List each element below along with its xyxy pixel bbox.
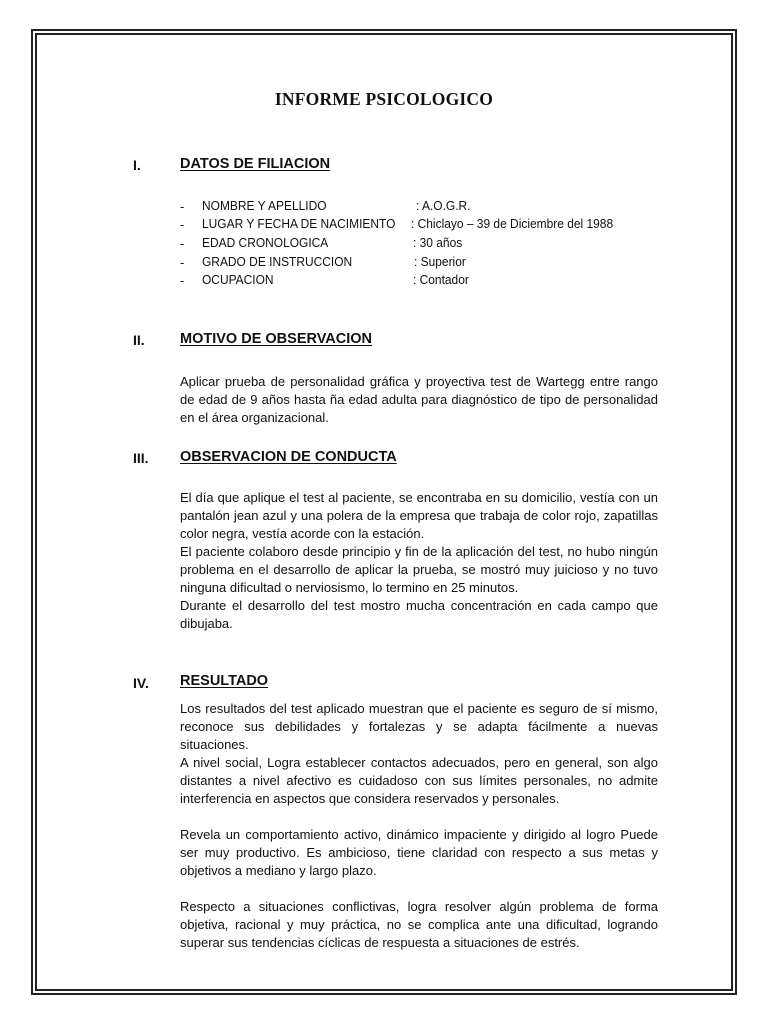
list-dash: - bbox=[180, 273, 185, 288]
field-label-lugar-fecha: LUGAR Y FECHA DE NACIMIENTO bbox=[202, 216, 396, 231]
field-value-ocupacion: : Contador bbox=[413, 272, 469, 287]
field-value-edad: : 30 años bbox=[413, 235, 463, 250]
paragraph-gap bbox=[180, 880, 658, 898]
section-heading-motivo: MOTIVO DE OBSERVACION bbox=[180, 331, 373, 347]
paragraph: Respecto a situaciones conflictivas, logra resolver algún problema de forma objetiva, racional y muy práctica, no se complica ante una dificultad, logrando superar sus tendencias cíclicas de respuesta a situaciones de estrés. bbox=[180, 899, 658, 950]
list-dash: - bbox=[180, 236, 185, 251]
field-value-grado: : Superior bbox=[414, 254, 466, 269]
section-heading-datos-filiacion: DATOS DE FILIACION bbox=[180, 156, 331, 172]
section-number: IV. bbox=[133, 675, 149, 691]
section-number: I. bbox=[133, 157, 141, 173]
field-value-lugar-fecha: : Chiclayo – 39 de Diciembre del 1988 bbox=[411, 216, 614, 231]
field-label-ocupacion: OCUPACION bbox=[202, 272, 274, 287]
field-label-grado: GRADO DE INSTRUCCION bbox=[202, 254, 353, 269]
paragraph: El día que aplique el test al paciente, se encontraba en su domicilio, vestía con un pantalón jean azul y una polera de la empresa que trabaja de color rojo, zapatillas color negra, vestía acorde con la estación. bbox=[180, 490, 658, 541]
field-value-nombre: : A.O.G.R. bbox=[416, 198, 471, 213]
document-title: INFORME PSICOLOGICO bbox=[274, 89, 494, 109]
list-dash: - bbox=[180, 217, 185, 232]
section-heading-resultado: RESULTADO bbox=[180, 673, 269, 689]
list-dash: - bbox=[180, 199, 185, 214]
section-number: II. bbox=[133, 332, 145, 348]
motivo-paragraph bbox=[180, 373, 658, 427]
paragraph: El paciente colaboro desde principio y fin de la aplicación del test, no hubo ningún problema en el desarrollo de aplicar la prueba, se mostró muy juicioso y no tuvo ninguna dificultad o nerviosismo, lo termino en 25 minutos. bbox=[180, 544, 658, 595]
list-dash: - bbox=[180, 255, 185, 270]
paragraph: Los resultados del test aplicado muestran que el paciente es seguro de sí mismo, reconoce sus debilidades y fortalezas y se adapta fácilmente a nuevas situaciones. bbox=[180, 701, 658, 752]
paragraph: Durante el desarrollo del test mostro mucha concentración en cada campo que dibujaba. bbox=[180, 598, 658, 631]
field-label-nombre: NOMBRE Y APELLIDO bbox=[202, 198, 327, 213]
paragraph: Aplicar prueba de personalidad gráfica y proyectiva test de Wartegg entre rango de edad de 9 años hasta ña edad adulta para diagnóstico de tipo de personalidad en el área organizacional. bbox=[180, 374, 658, 425]
paragraph: Revela un comportamiento activo, dinámico impaciente y dirigido al logro Puede ser muy productivo. Es ambicioso, tiene claridad con respecto a sus metas y objetivos a mediano y largo plazo. bbox=[180, 827, 658, 878]
paragraph-gap bbox=[180, 808, 658, 826]
resultado-paragraphs bbox=[180, 700, 658, 952]
field-label-edad: EDAD CRONOLOGICA bbox=[202, 235, 329, 250]
paragraph: A nivel social, Logra establecer contactos adecuados, pero en general, son algo distantes a nivel afectivo es cuidadoso con sus límites personales, no admite interferencia en aspectos que considera reservados y personales. bbox=[180, 755, 658, 806]
section-heading-conducta: OBSERVACION DE CONDUCTA bbox=[180, 449, 397, 465]
section-number: III. bbox=[133, 450, 149, 466]
conducta-paragraphs bbox=[180, 489, 658, 633]
